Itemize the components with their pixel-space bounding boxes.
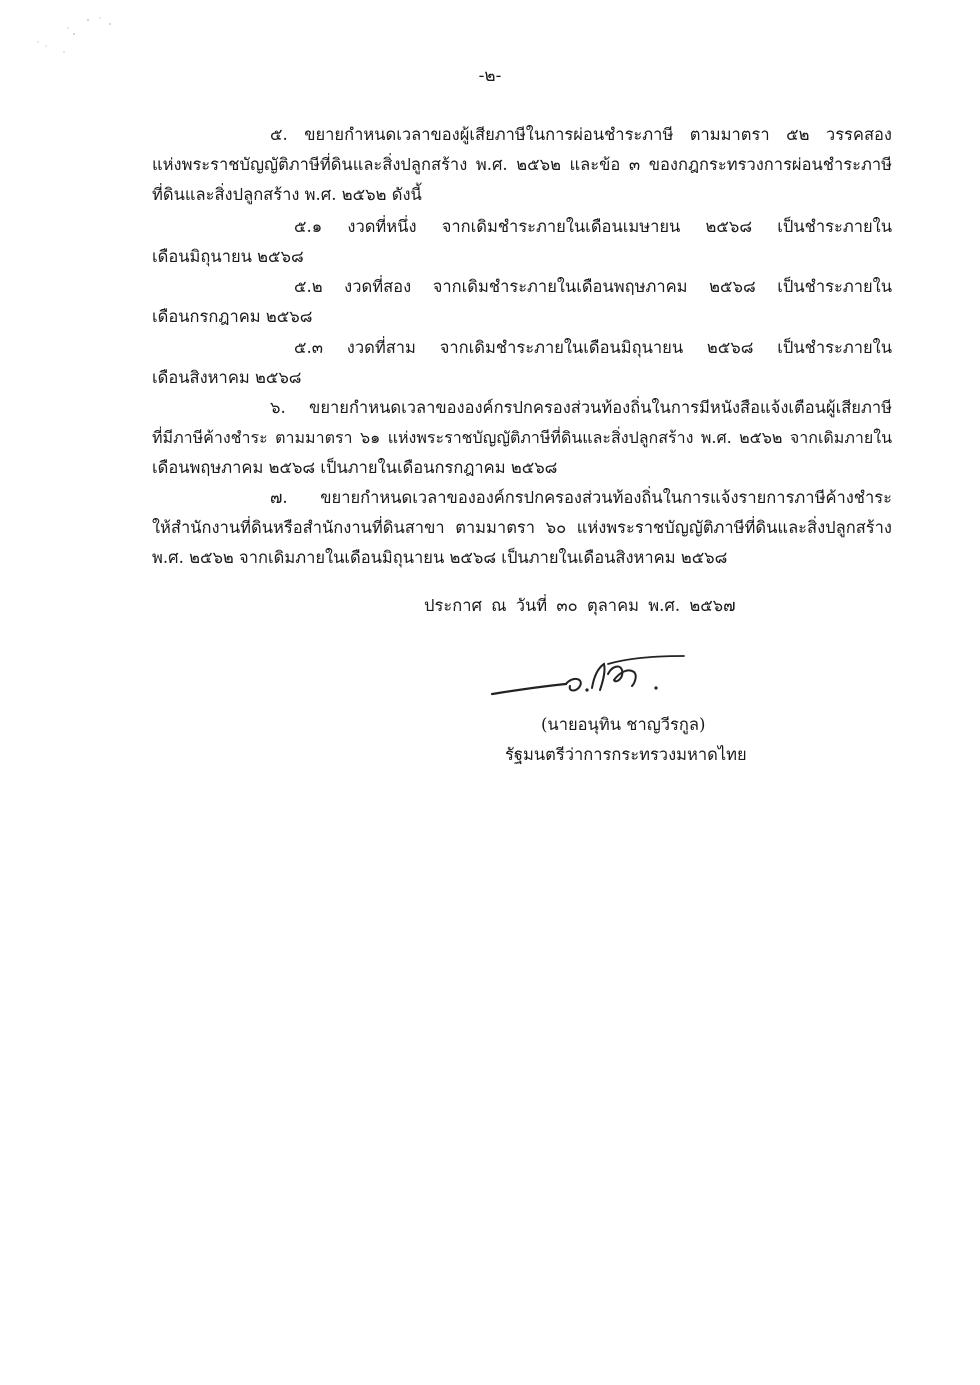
section-6-line-2: ที่มีภาษีค้างชำระ ตามมาตรา ๖๑ แห่งพระราชบัญญัติภาษีที่ดินและสิ่งปลูกสร้าง พ.ศ. ๒๕๖๒ จากเดิมภายใน — [152, 428, 892, 447]
section-5-2-line-2: เดือนกรกฎาคม ๒๕๖๘ — [152, 307, 313, 326]
handwritten-signature — [488, 650, 688, 710]
scan-specks — [28, 12, 128, 62]
section-7 — [152, 483, 892, 573]
section-5-2 — [152, 272, 892, 332]
section-6-line-3: เดือนพฤษภาคม ๒๕๖๘ เป็นภายในเดือนกรกฎาคม ๒๕๖๘ — [152, 458, 558, 477]
section-7-line-2: ให้สำนักงานที่ดินหรือสำนักงานที่ดินสาขา ตามมาตรา ๖๐ แห่งพระราชบัญญัติภาษีที่ดินและสิ่งปลูกสร้าง — [152, 518, 892, 537]
section-7-line-3: พ.ศ. ๒๕๖๒ จากเดิมภายในเดือนมิถุนายน ๒๕๖๘ เป็นภายในเดือนสิงหาคม ๒๕๖๘ — [152, 548, 728, 567]
section-5 — [152, 120, 892, 210]
section-5-1-line-1: ๕.๑ งวดที่หนึ่ง จากเดิมชำระภายในเดือนเมษายน ๒๕๖๘ เป็นชำระภายใน — [294, 217, 892, 236]
section-5-3-line-1: ๕.๓ งวดที่สาม จากเดิมชำระภายในเดือนมิถุนายน ๒๕๖๘ เป็นชำระภายใน — [294, 338, 892, 357]
section-5-3 — [152, 333, 892, 393]
section-7-line-1: ๗. ขยายกำหนดเวลาขององค์กรปกครองส่วนท้องถิ่นในการแจ้งรายการภาษีค้างชำระ — [270, 488, 892, 507]
announcement-date: ประกาศ ณ วันที่ ๓๐ ตุลาคม พ.ศ. ๒๕๖๗ — [424, 596, 736, 615]
signer-name: (นายอนุทิน ชาญวีรกูล) — [541, 715, 706, 734]
signer-title: รัฐมนตรีว่าการกระทรวงมหาดไทย — [505, 745, 747, 764]
section-5-line-2: แห่งพระราชบัญญัติภาษีที่ดินและสิ่งปลูกสร้าง พ.ศ. ๒๕๖๒ และข้อ ๓ ของกฎกระทรวงการผ่อนชำระภาษี — [152, 155, 892, 174]
section-5-1 — [152, 212, 892, 272]
section-6-line-1: ๖. ขยายกำหนดเวลาขององค์กรปกครองส่วนท้องถิ่นในการมีหนังสือแจ้งเตือนผู้เสียภาษี — [270, 398, 892, 417]
section-5-2-line-1: ๕.๒ งวดที่สอง จากเดิมชำระภายในเดือนพฤษภาคม ๒๕๖๘ เป็นชำระภายใน — [294, 277, 892, 296]
page-number: -๒- — [478, 66, 502, 86]
section-5-line-1: ๕. ขยายกำหนดเวลาของผู้เสียภาษีในการผ่อนชำระภาษี ตามมาตรา ๕๒ วรรคสอง — [270, 125, 892, 144]
section-5-3-line-2: เดือนสิงหาคม ๒๕๖๘ — [152, 368, 302, 387]
section-6 — [152, 393, 892, 483]
section-5-line-3: ที่ดินและสิ่งปลูกสร้าง พ.ศ. ๒๕๖๒ ดังนี้ — [152, 185, 422, 204]
section-5-1-line-2: เดือนมิถุนายน ๒๕๖๘ — [152, 247, 304, 266]
